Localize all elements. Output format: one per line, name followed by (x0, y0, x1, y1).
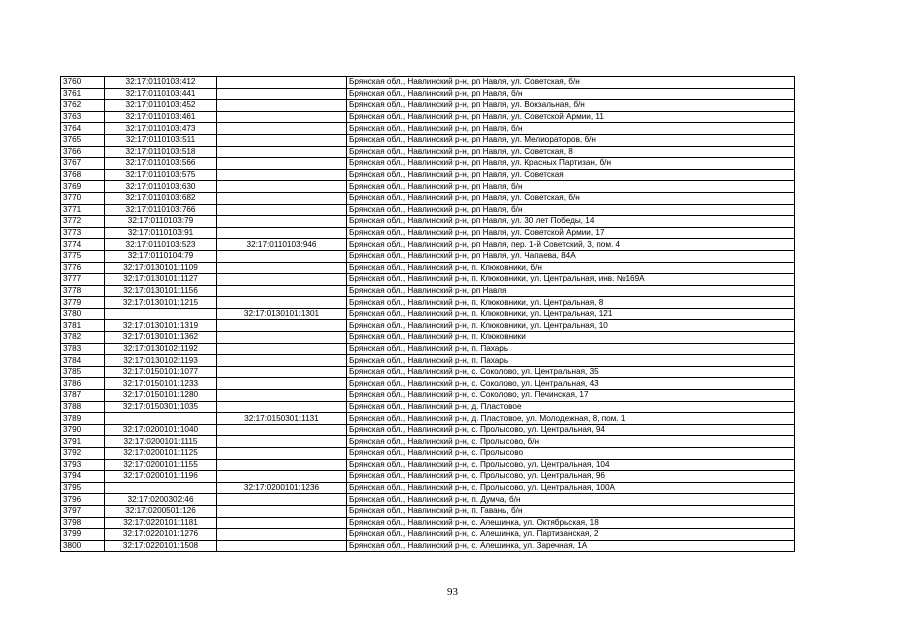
previous-number-cell (217, 123, 347, 135)
table-row (61, 436, 795, 448)
cadastral-number-cell: 32:17:0130102:1193 (105, 355, 217, 367)
table-row (61, 529, 795, 541)
previous-number-cell (217, 401, 347, 413)
address-cell: Брянская обл., Навлинский р-н, с. Пролысово (347, 448, 795, 460)
table-row (61, 448, 795, 460)
address-cell: Брянская обл., Навлинский р-н, рп Навля, ул. 30 лет Победы, 14 (347, 216, 795, 228)
address-cell: Брянская обл., Навлинский р-н, п. Клюковники, ул. Центральная, инв. №169А (347, 274, 795, 286)
row-number-cell: 3769 (61, 181, 105, 193)
cadastral-number-cell: 32:17:0150101:1233 (105, 378, 217, 390)
row-number-cell: 3778 (61, 285, 105, 297)
cadastral-number-cell (105, 413, 217, 425)
table-row (61, 308, 795, 320)
previous-number-cell (217, 517, 347, 529)
previous-number-cell (217, 424, 347, 436)
row-number-cell: 3762 (61, 100, 105, 112)
previous-number-cell (217, 494, 347, 506)
previous-number-cell (217, 390, 347, 402)
previous-number-cell (217, 204, 347, 216)
address-cell: Брянская обл., Навлинский р-н, с. Пролысово, ул. Центральная, 100А (347, 482, 795, 494)
previous-number-cell (217, 262, 347, 274)
previous-number-cell (217, 355, 347, 367)
table-row (61, 274, 795, 286)
address-cell: Брянская обл., Навлинский р-н, рп Навля, ул. Мелиораторов, б/н (347, 134, 795, 146)
previous-number-cell (217, 250, 347, 262)
cadastral-number-cell: 32:17:0110103:766 (105, 204, 217, 216)
table-row (61, 204, 795, 216)
row-number-cell: 3787 (61, 390, 105, 402)
cadastral-number-cell: 32:17:0130101:1127 (105, 274, 217, 286)
previous-number-cell (217, 459, 347, 471)
address-cell: Брянская обл., Навлинский р-н, рп Навля, б/н (347, 204, 795, 216)
table-row (61, 482, 795, 494)
row-number-cell: 3784 (61, 355, 105, 367)
previous-number-cell (217, 378, 347, 390)
row-number-cell: 3788 (61, 401, 105, 413)
registry-table-body (61, 77, 795, 552)
address-cell: Брянская обл., Навлинский р-н, п. Клюковники, б/н (347, 262, 795, 274)
table-row (61, 320, 795, 332)
previous-number-cell (217, 343, 347, 355)
table-row (61, 413, 795, 425)
previous-number-cell (217, 471, 347, 483)
cadastral-number-cell: 32:17:0110103:682 (105, 192, 217, 204)
address-cell: Брянская обл., Навлинский р-н, рп Навля, ул. Чапаева, 84А (347, 250, 795, 262)
address-cell: Брянская обл., Навлинский р-н, рп Навля, ул. Красных Партизан, б/н (347, 158, 795, 170)
table-row (61, 100, 795, 112)
cadastral-number-cell: 32:17:0200101:1125 (105, 448, 217, 460)
table-row (61, 227, 795, 239)
cadastral-number-cell: 32:17:0130101:1156 (105, 285, 217, 297)
table-row (61, 471, 795, 483)
cadastral-number-cell: 32:17:0110103:511 (105, 134, 217, 146)
row-number-cell: 3785 (61, 366, 105, 378)
address-cell: Брянская обл., Навлинский р-н, с. Алешинка, ул. Заречная, 1А (347, 540, 795, 552)
table-row (61, 378, 795, 390)
previous-number-cell (217, 274, 347, 286)
table-row (61, 366, 795, 378)
previous-number-cell (217, 285, 347, 297)
table-row (61, 192, 795, 204)
cadastral-number-cell (105, 308, 217, 320)
address-cell: Брянская обл., Навлинский р-н, с. Пролысово, ул. Центральная, 94 (347, 424, 795, 436)
row-number-cell: 3760 (61, 77, 105, 89)
cadastral-number-cell: 32:17:0150301:1035 (105, 401, 217, 413)
row-number-cell: 3763 (61, 111, 105, 123)
table-row (61, 297, 795, 309)
previous-number-cell (217, 540, 347, 552)
row-number-cell: 3786 (61, 378, 105, 390)
cadastral-number-cell: 32:17:0110103:566 (105, 158, 217, 170)
address-cell: Брянская обл., Навлинский р-н, с. Алешинка, ул. Октябрьская, 18 (347, 517, 795, 529)
address-cell: Брянская обл., Навлинский р-н, п. Клюковники, ул. Центральная, 8 (347, 297, 795, 309)
table-row (61, 459, 795, 471)
row-number-cell: 3772 (61, 216, 105, 228)
row-number-cell: 3783 (61, 343, 105, 355)
cadastral-number-cell: 32:17:0110103:441 (105, 88, 217, 100)
address-cell: Брянская обл., Навлинский р-н, рп Навля, ул. Советская, б/н (347, 192, 795, 204)
row-number-cell: 3793 (61, 459, 105, 471)
cadastral-number-cell: 32:17:0110103:461 (105, 111, 217, 123)
address-cell: Брянская обл., Навлинский р-н, п. Пахарь (347, 343, 795, 355)
cadastral-number-cell: 32:17:0220101:1276 (105, 529, 217, 541)
address-cell: Брянская обл., Навлинский р-н, рп Навля, б/н (347, 181, 795, 193)
row-number-cell: 3799 (61, 529, 105, 541)
cadastral-number-cell: 32:17:0130101:1215 (105, 297, 217, 309)
cadastral-number-cell: 32:17:0130101:1109 (105, 262, 217, 274)
previous-number-cell (217, 100, 347, 112)
cadastral-number-cell: 32:17:0110103:473 (105, 123, 217, 135)
address-cell: Брянская обл., Навлинский р-н, п. Клюковники, ул. Центральная, 10 (347, 320, 795, 332)
address-cell: Брянская обл., Навлинский р-н, с. Пролысово, ул. Центральная, 96 (347, 471, 795, 483)
row-number-cell: 3771 (61, 204, 105, 216)
row-number-cell: 3774 (61, 239, 105, 251)
address-cell: Брянская обл., Навлинский р-н, д. Пластовое, ул. Молодежная, 8, пом. 1 (347, 413, 795, 425)
row-number-cell: 3798 (61, 517, 105, 529)
row-number-cell: 3791 (61, 436, 105, 448)
row-number-cell: 3794 (61, 471, 105, 483)
cadastral-number-cell: 32:17:0130101:1362 (105, 332, 217, 344)
previous-number-cell (217, 297, 347, 309)
table-row (61, 540, 795, 552)
address-cell: Брянская обл., Навлинский р-н, с. Соколово, ул. Центральная, 43 (347, 378, 795, 390)
table-row (61, 517, 795, 529)
previous-number-cell (217, 111, 347, 123)
row-number-cell: 3779 (61, 297, 105, 309)
table-row (61, 285, 795, 297)
row-number-cell: 3789 (61, 413, 105, 425)
cadastral-number-cell: 32:17:0200101:1196 (105, 471, 217, 483)
cadastral-number-cell: 32:17:0130101:1319 (105, 320, 217, 332)
row-number-cell: 3797 (61, 505, 105, 517)
address-cell: Брянская обл., Навлинский р-н, рп Навля, ул. Советская, 8 (347, 146, 795, 158)
address-cell: Брянская обл., Навлинский р-н, рп Навля, ул. Советской Армии, 11 (347, 111, 795, 123)
address-cell: Брянская обл., Навлинский р-н, рп Навля, ул. Советской Армии, 17 (347, 227, 795, 239)
previous-number-cell: 32:17:0130101:1301 (217, 308, 347, 320)
table-row (61, 401, 795, 413)
table-row (61, 134, 795, 146)
row-number-cell: 3773 (61, 227, 105, 239)
table-row (61, 181, 795, 193)
previous-number-cell (217, 181, 347, 193)
table-row (61, 239, 795, 251)
cadastral-number-cell: 32:17:0200101:1115 (105, 436, 217, 448)
previous-number-cell (217, 320, 347, 332)
address-cell: Брянская обл., Навлинский р-н, п. Клюковники, ул. Центральная, 121 (347, 308, 795, 320)
table-row (61, 123, 795, 135)
address-cell: Брянская обл., Навлинский р-н, п. Клюковники (347, 332, 795, 344)
cadastral-number-cell: 32:17:0110103:79 (105, 216, 217, 228)
cadastral-number-cell: 32:17:0110103:412 (105, 77, 217, 89)
cadastral-number-cell: 32:17:0200101:1040 (105, 424, 217, 436)
previous-number-cell: 32:17:0200101:1236 (217, 482, 347, 494)
table-row (61, 262, 795, 274)
address-cell: Брянская обл., Навлинский р-н, с. Соколово, ул. Печинская, 17 (347, 390, 795, 402)
address-cell: Брянская обл., Навлинский р-н, п. Думча, б/н (347, 494, 795, 506)
table-row (61, 158, 795, 170)
table-row (61, 505, 795, 517)
address-cell: Брянская обл., Навлинский р-н, рп Навля, ул. Советская, б/н (347, 77, 795, 89)
previous-number-cell: 32:17:0150301:1131 (217, 413, 347, 425)
table-row (61, 146, 795, 158)
row-number-cell: 3782 (61, 332, 105, 344)
cadastral-number-cell: 32:17:0220101:1181 (105, 517, 217, 529)
address-cell: Брянская обл., Навлинский р-н, д. Пластовое (347, 401, 795, 413)
cadastral-number-cell (105, 482, 217, 494)
previous-number-cell (217, 448, 347, 460)
address-cell: Брянская обл., Навлинский р-н, с. Пролысово, ул. Центральная, 104 (347, 459, 795, 471)
previous-number-cell (217, 192, 347, 204)
table-row (61, 390, 795, 402)
previous-number-cell (217, 134, 347, 146)
table-row (61, 250, 795, 262)
row-number-cell: 3766 (61, 146, 105, 158)
table-row (61, 332, 795, 344)
previous-number-cell (217, 332, 347, 344)
previous-number-cell (217, 436, 347, 448)
address-cell: Брянская обл., Навлинский р-н, рп Навля, б/н (347, 123, 795, 135)
previous-number-cell (217, 227, 347, 239)
row-number-cell: 3777 (61, 274, 105, 286)
previous-number-cell (217, 77, 347, 89)
row-number-cell: 3765 (61, 134, 105, 146)
previous-number-cell (217, 146, 347, 158)
row-number-cell: 3796 (61, 494, 105, 506)
address-cell: Брянская обл., Навлинский р-н, рп Навля, ул. Вокзальная, б/н (347, 100, 795, 112)
previous-number-cell (217, 158, 347, 170)
row-number-cell: 3776 (61, 262, 105, 274)
previous-number-cell (217, 529, 347, 541)
cadastral-number-cell: 32:17:0110103:630 (105, 181, 217, 193)
table-row (61, 77, 795, 89)
address-cell: Брянская обл., Навлинский р-н, рп Навля, ул. Советская (347, 169, 795, 181)
cadastral-number-cell: 32:17:0110103:91 (105, 227, 217, 239)
cadastral-number-cell: 32:17:0200101:1155 (105, 459, 217, 471)
cadastral-number-cell: 32:17:0200302:46 (105, 494, 217, 506)
table-row (61, 216, 795, 228)
table-row (61, 424, 795, 436)
address-cell: Брянская обл., Навлинский р-н, с. Соколово, ул. Центральная, 35 (347, 366, 795, 378)
row-number-cell: 3770 (61, 192, 105, 204)
address-cell: Брянская обл., Навлинский р-н, п. Пахарь (347, 355, 795, 367)
address-cell: Брянская обл., Навлинский р-н, рп Навля, б/н (347, 88, 795, 100)
address-cell: Брянская обл., Навлинский р-н, с. Алешинка, ул. Партизанская, 2 (347, 529, 795, 541)
cadastral-number-cell: 32:17:0110103:523 (105, 239, 217, 251)
page-number: 93 (447, 586, 458, 598)
cadastral-number-cell: 32:17:0220101:1508 (105, 540, 217, 552)
table-row (61, 111, 795, 123)
cadastral-number-cell: 32:17:0130102:1192 (105, 343, 217, 355)
address-cell: Брянская обл., Навлинский р-н, п. Гавань, б/н (347, 505, 795, 517)
row-number-cell: 3800 (61, 540, 105, 552)
registry-table (60, 76, 795, 552)
cadastral-number-cell: 32:17:0110104:79 (105, 250, 217, 262)
cadastral-number-cell: 32:17:0110103:518 (105, 146, 217, 158)
row-number-cell: 3792 (61, 448, 105, 460)
table-row (61, 494, 795, 506)
row-number-cell: 3768 (61, 169, 105, 181)
cadastral-number-cell: 32:17:0110103:575 (105, 169, 217, 181)
row-number-cell: 3781 (61, 320, 105, 332)
previous-number-cell (217, 216, 347, 228)
table-row (61, 343, 795, 355)
previous-number-cell (217, 88, 347, 100)
row-number-cell: 3795 (61, 482, 105, 494)
table-row (61, 169, 795, 181)
row-number-cell: 3761 (61, 88, 105, 100)
cadastral-number-cell: 32:17:0200501:126 (105, 505, 217, 517)
table-row (61, 355, 795, 367)
previous-number-cell: 32:17:0110103:946 (217, 239, 347, 251)
row-number-cell: 3764 (61, 123, 105, 135)
table-row (61, 88, 795, 100)
previous-number-cell (217, 505, 347, 517)
row-number-cell: 3780 (61, 308, 105, 320)
address-cell: Брянская обл., Навлинский р-н, рп Навля, пер. 1-й Советский, 3, пом. 4 (347, 239, 795, 251)
cadastral-number-cell: 32:17:0150101:1280 (105, 390, 217, 402)
previous-number-cell (217, 169, 347, 181)
cadastral-number-cell: 32:17:0110103:452 (105, 100, 217, 112)
cadastral-number-cell: 32:17:0150101:1077 (105, 366, 217, 378)
row-number-cell: 3775 (61, 250, 105, 262)
address-cell: Брянская обл., Навлинский р-н, с. Пролысово, б/н (347, 436, 795, 448)
row-number-cell: 3790 (61, 424, 105, 436)
previous-number-cell (217, 366, 347, 378)
address-cell: Брянская обл., Навлинский р-н, рп Навля (347, 285, 795, 297)
row-number-cell: 3767 (61, 158, 105, 170)
